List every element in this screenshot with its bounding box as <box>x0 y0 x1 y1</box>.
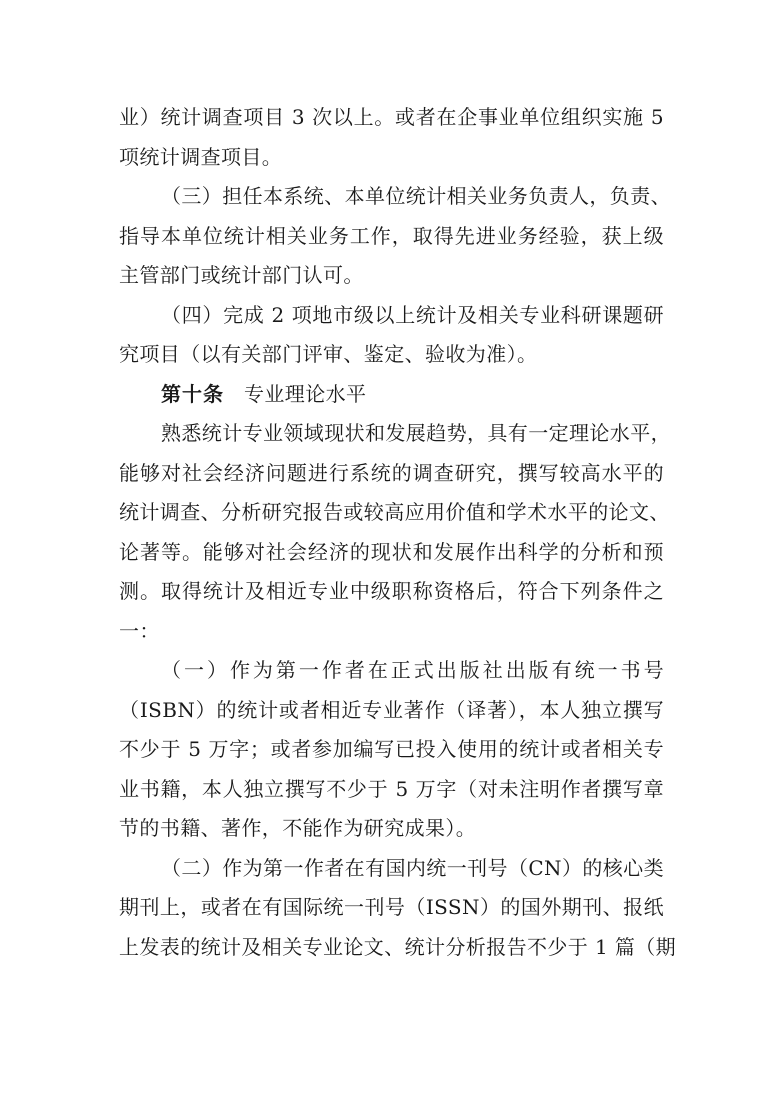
text-line: 能够对社会经济问题进行系统的调查研究，撰写较高水平的 <box>119 460 664 485</box>
text-line: 上发表的统计及相关专业论文、统计分析报告不少于 1 篇（期 <box>119 934 677 959</box>
article-title: 专业理论水平 <box>244 381 367 406</box>
text-line: 熟悉统计专业领域现状和发展趋势，具有一定理论水平， <box>161 421 671 445</box>
clause-three-line: （三）担任本系统、本单位统计相关业务负责人，负责、 <box>161 184 671 208</box>
document-body <box>119 98 677 967</box>
text-line: 一： <box>119 618 160 643</box>
text-line: 统计调查、分析研究报告或较高应用价值和学术水平的论文、 <box>119 500 670 524</box>
text-line: 业书籍，本人独立撰写不少于 5 万字（对未注明作者撰写章 <box>119 776 664 801</box>
text-line: 业）统计调查项目 3 次以上。或者在企事业单位组织实施 5 <box>119 105 664 129</box>
clause-one-line: （一）作为第一作者在正式出版社出版有统一书号 <box>161 658 664 682</box>
text-line: （ISBN）的统计或者相近专业著作（译著），本人独立撰写 <box>119 697 664 722</box>
text-line: 指导本单位统计相关业务工作，取得先进业务经验，获上级 <box>119 223 664 248</box>
text-line: 项统计调查项目。 <box>119 144 283 169</box>
text-line: 节的书籍、著作，不能作为研究成果）。 <box>119 816 477 840</box>
clause-two-line: （二）作为第一作者在有国内统一刊号（CN）的核心类 <box>161 855 664 880</box>
article-number: 第十条 <box>161 381 224 406</box>
text-line: 测。取得统计及相近专业中级职称资格后，符合下列条件之 <box>119 579 664 603</box>
text-line: 期刊上，或者在有国际统一刊号（ISSN）的国外期刊、报纸 <box>119 895 664 919</box>
text-line: 主管部门或统计部门认可。 <box>119 263 364 287</box>
article-heading <box>119 375 664 415</box>
text-line: 究项目（以有关部门评审、鉴定、验收为准）。 <box>119 342 538 366</box>
text-line: 不少于 5 万字；或者参加编写已投入使用的统计或者相关专 <box>119 737 664 761</box>
clause-four-line: （四）完成 2 项地市级以上统计及相关专业科研课题研 <box>161 302 664 327</box>
text-line: 论著等。能够对社会经济的现状和发展作出科学的分析和预 <box>119 539 664 564</box>
